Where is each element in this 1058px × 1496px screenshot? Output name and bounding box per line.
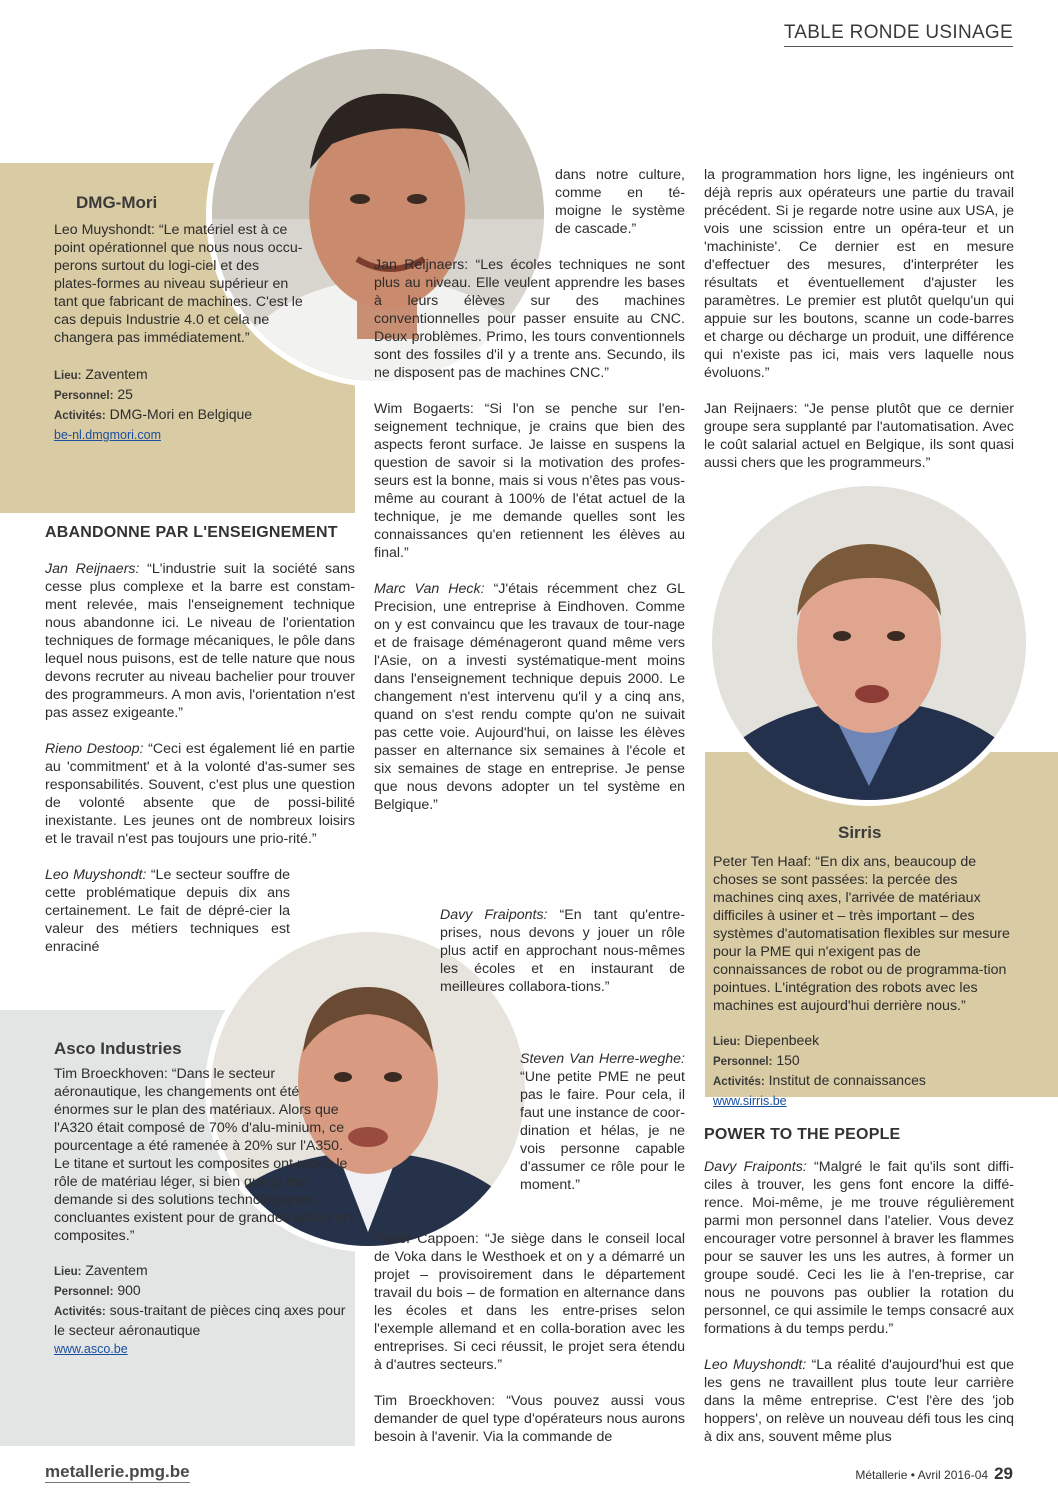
dmg-quote: Leo Muyshondt: “Le matériel est à ce point opérationnel que nous nous occu-perons surtout du logi-ciel et des plates-formes au niveau supérieur en tant que fabricant de machines. C'est le cas depuis Industrie 4.0 et cela ne changera pas immédiatement.” — [54, 222, 303, 346]
asco-quote: Tim Broeckhoven: “Dans le secteur aéronautique, les changements ont été énormes sur le plan des matériaux. Alors que l'A320 était composé de 70% d'alu-minium, ce pourcentage a été ramenée à 20% sur l'A350. Le titane et surtout les composites ont repris le rôle de matériau léger, si bien que je me demande si des solutions technologiques concluantes existent pour de grandes séries en composites.” — [54, 1066, 352, 1244]
sirris-quote: Peter Ten Haaf: “En dix ans, beaucoup de choses se sont passées: la percée des machines cinq axes, l'arrivée de matériaux difficiles à usiner et – très important – des systèmes d'automatisation flexibles sur mesure pour la PME qui n'exigent pas de connaissances de robot ou de programma-tion pointues. L'intégration des robots avec les machines est aujourd'hui derrière nous.” — [713, 854, 1010, 1014]
col2-paragraph-6: Pieter Cappoen: “Je siège dans le conseil local de Voka dans le Westhoek et on y a démarré un projet – provisoirement dans le département travail du bois – de formation en alternance dans les écoles et dans les entre-prises selon l'exemple allemand et en colla-boration avec les entreprises. Si ceci réussit, le projet sera étendu à d'autres secteurs.” — [374, 1231, 685, 1373]
asco-lieu: Lieu: Zaventem — [54, 1262, 148, 1278]
page-number: 29 — [994, 1464, 1013, 1483]
footer-issue: Métallerie • Avril 2016-04 29 — [855, 1464, 1013, 1483]
col3-paragraph-0: la programmation hors ligne, les ingénieurs ont déjà repris aux opérateurs une partie du travail précédent. Si je regarde notre usine aux USA, je vois une scission entre un opéra-teur et un 'machiniste'. Ce dernier est en mesure d'effectuer des mesures, d'interpréter les résultats et éventuellement d'ajuster les paramètres. Le premier est plutôt quelqu'un qui appuie sur les boutons, scanne un code-barres et charge ou décharge un produit, une différence qui n'existe pas ici, mais vers laquelle nous évoluons.” — [704, 167, 1014, 381]
portrait-illustration-3 — [712, 486, 1026, 800]
col2-paragraph-5: Steven Van Herre-weghe: “Une petite PME ne peut pas le faire. Pour cela, il faut une instance de coor-dination et hélas, je ne vois personne capable d'assumer ce rôle pour le moment.” — [520, 1051, 685, 1193]
col2-paragraph-0: dans notre culture, comme en té-moigne le système de cascade.” — [555, 167, 685, 237]
dmg-title: DMG-Mori — [76, 193, 158, 212]
section-header: TABLE RONDE USINAGE — [784, 22, 1013, 47]
col3-paragraph-2: Davy Fraiponts: “Malgré le fait qu'ils sont diffi-ciles à trouver, les gens font encore la diffé-rence. Moi-même, je me trouve régulièrement parmi mon personnel dans l'atelier. Vous devez encourager votre personnel à braver les flammes pour se sauver les uns les autres, à former un groupe soudé. Ceci les lie à l'en-treprise, car nous ne pouvons pas oublier la rotation du personnel, ce qui assimile le temps consacré aux formations à du temps perdu.” — [704, 1159, 1014, 1337]
col3-paragraph-3: Leo Muyshondt: “La réalité d'aujourd'hui est que les gens ne travaillent plus toute leur carrière dans la même entreprise. C'est l'ère des 'job hoppers', on relève un nouveau défi tous les cinq à dix ans, souvent même plus — [704, 1357, 1014, 1445]
col1-paragraph-3: Leo Muyshondt: “Le secteur souffre de cette problématique depuis dix ans certainement. Le fait de dépré-cier la valeur des métiers techniques est enraciné — [45, 867, 290, 955]
col2-paragraph-4: Davy Fraiponts: “En tant qu'entre-prises, nous devons y jouer un rôle plus actif en approchant nous-mêmes les écoles et en instaurant de meilleures collabora-tions.” — [440, 907, 685, 995]
dmg-lieu: Lieu: Zaventem — [54, 366, 148, 382]
col2-paragraph-7: Tim Broeckhoven: “Vous pouvez aussi vous demander de quel type d'opérateurs nous aurons besoin à l'avenir. Via la commande de — [374, 1393, 685, 1445]
dmg-personnel: Personnel: 25 — [54, 386, 133, 402]
sirris-activites: Activités: Institut de connaissances — [713, 1072, 926, 1088]
dmg-website-link[interactable]: be-nl.dmgmori.com — [54, 428, 161, 442]
asco-personnel: Personnel: 900 — [54, 1282, 141, 1298]
col1-paragraph-2: Rieno Destoop: “Ceci est également lié en partie au 'commitment' et à la volonté d'as-sumer ses responsabilités. Souvent, c'est plus une question de volonté absente que de possi-bilité inexistante. Les jeunes ont de nombreux loisirs et le travail n'est pas toujours une prio-rité.” — [45, 741, 355, 847]
sirris-website-link[interactable]: www.sirris.be — [713, 1094, 787, 1108]
dmg-activites: Activités: DMG-Mori en Belgique — [54, 406, 253, 422]
col1-paragraph-1: Jan Reijnaers: “L'industrie suit la société sans cesse plus complexe et la barre est constam-ment relevée, mais l'enseignement technique nous abandonne ici. Le niveau de l'orientation techniques de formage mécaniques, le pôle dans lequel nous puisons, est de telle nature que nous devons recruter au niveau bachelier pour trouver des programmeurs. A mon avis, l'orientation n'est pas assez exigeante.” — [45, 561, 355, 721]
sirris-personnel: Personnel: 150 — [713, 1052, 800, 1068]
col2-paragraph-2: Wim Bogaerts: “Si l'on se penche sur l'en-seignement technique, je crains que bien des aspects feront surface. Je laisse en suspens la question de savoir si la motivation des profes-seurs est la bonne, mais si vous n'êtes pas vous-même au courant à 100% de l'état actuel de la technique, je me demande quelles sont les connaissances qu'en retiennent les élèves au final.” — [374, 401, 685, 561]
footer-site-link[interactable]: metallerie.pmg.be — [45, 1462, 190, 1481]
col2-paragraph-1: Jan Reijnaers: “Les écoles techniques ne sont plus au niveau. Elle veulent apprendre les bases à leurs élèves sur des machines conventionnelles pour passer ensuite au CNC. Deux problèmes. Primo, les tours conventionnels sont des fossiles d'il y a trente ans. Secundo, ils ne disposent pas de machines CNC.” — [374, 257, 685, 381]
sirris-lieu: Lieu: Diepenbeek — [713, 1032, 820, 1048]
section-heading-power: POWER TO THE PEOPLE — [704, 1126, 901, 1143]
asco-title: Asco Industries — [54, 1039, 182, 1058]
col3-paragraph-1: Jan Reijnaers: “Je pense plutôt que ce dernier groupe sera supplanté par l'automatisation. Avec le coût salarial actuel en Belgique, ils sont quasi aussi chers que les programmeurs.” — [704, 401, 1014, 471]
col2-paragraph-3: Marc Van Heck: “J'étais récemment chez GL Precision, une entreprise à Eindhoven. Comme on y est convaincu que les travaux de tour-nage et de fraisage déménageront quand même vers l'Asie, on a investi systématique-ment moins dans l'enseignement technique depuis 2000. Le changement n'est intervenu qu'il y a cinq ans, quand on s'est rendu compte qu'on ne suivait pas cette voie. Aujourd'hui, on laisse les élèves passer en alternance six semaines à l'école et six semaines de stage en entreprise. Je pense que nous devons adopter un tel système en Belgique.” — [374, 581, 685, 813]
sirris-title: Sirris — [838, 823, 882, 842]
section-heading-abandonne: ABANDONNE PAR L'ENSEIGNEMENT — [45, 524, 338, 541]
sirris-portrait-photo — [706, 480, 1032, 806]
asco-activites: Activités: sous-traitant de pièces cinq axes pour le secteur aéronautique — [54, 1302, 346, 1338]
asco-website-link[interactable]: www.asco.be — [54, 1342, 128, 1356]
